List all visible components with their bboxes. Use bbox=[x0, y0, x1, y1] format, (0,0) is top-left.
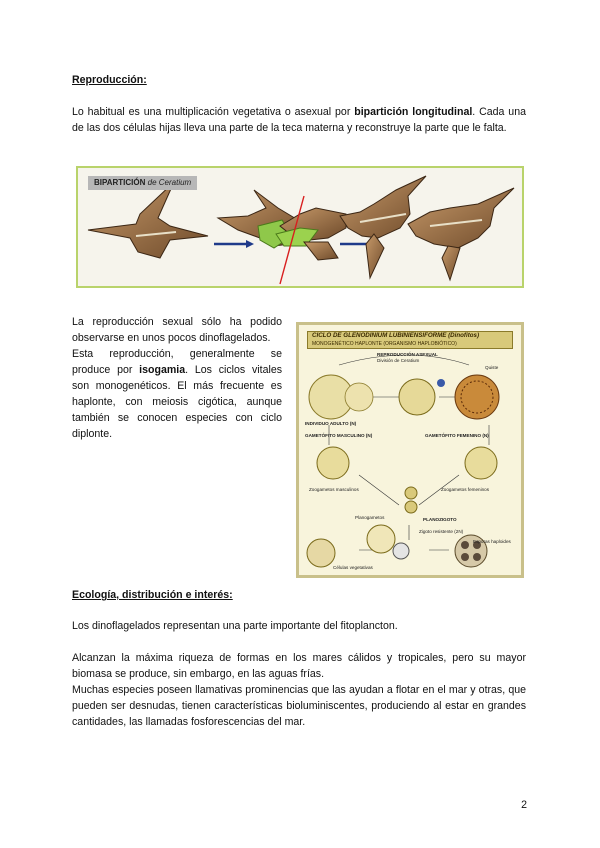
label-division: División de Ceratium bbox=[377, 358, 420, 363]
label-masculino: GAMETÓFITO MASCULINO (N) bbox=[305, 433, 373, 438]
spore bbox=[461, 541, 469, 549]
label-zoogametos-masculinos: Zoogametos masculinos bbox=[309, 487, 359, 492]
text-span: . Cada una de las dos células hijas lleva una parte de la teca materna y reconstruye la parte que le falta. bbox=[72, 106, 526, 134]
label-femenino: GAMETÓFITO FEMENINO (N) bbox=[425, 433, 489, 438]
blue-spore bbox=[437, 379, 445, 387]
arrow-head-icon bbox=[246, 240, 254, 248]
label-asexual: REPRODUCCIÓN ASEXUAL bbox=[377, 352, 438, 357]
female-gametophyte bbox=[465, 447, 497, 479]
label-celulas-vegetativas: Células vegetativas bbox=[333, 565, 373, 570]
paragraph-bioluminiscencia: Muchas especies poseen llamativas prominencias que las ayudan a flotar en el mar y otras, que pueden ser desnudas, tienen características bioluminiscentes, produciendo al estar en grandes cantidades, las llamadas fosforescencias del mar. bbox=[72, 684, 526, 728]
dividing-cell bbox=[399, 379, 435, 415]
figure-subtitle-text: MONOGENÉTICO HAPLONTE (ORGANISMO HAPLOBIÓTICO) bbox=[312, 341, 457, 347]
section-heading-ecologia: Ecología, distribución e interés: bbox=[72, 589, 233, 601]
label-adulto: INDIVIDUO ADULTO (N) bbox=[305, 421, 357, 426]
spore bbox=[461, 553, 469, 561]
paragraph-fitoplancton: Los dinoflagelados representan una parte importante del fitoplancton. bbox=[72, 620, 398, 632]
figure-title-text: CICLO DE GLENODINIUM LUBINIENSIFORME (Dinofitos) bbox=[312, 332, 480, 339]
bold-term-biparticion: bipartición longitudinal bbox=[354, 106, 473, 118]
text-span: Lo habitual es una multiplicación vegetativa o asexual por bbox=[72, 106, 355, 118]
paragraph-reproduccion-sexual bbox=[72, 314, 282, 442]
bold-term-isogamia: isogamia bbox=[139, 364, 186, 376]
label-quiste: Quiste bbox=[485, 365, 499, 370]
spore bbox=[473, 553, 481, 561]
paragraph-biparticion bbox=[72, 104, 526, 136]
paragraph-riqueza: Alcanzan la máxima riqueza de formas en los mares cálidos y tropicales, pero su mayor biomasa se produce, sin embargo, en las aguas frías. bbox=[72, 652, 526, 680]
section-heading-reproduccion: Reproducción: bbox=[72, 74, 147, 86]
ceratium-cell-5 bbox=[408, 188, 514, 280]
planogamete bbox=[405, 487, 417, 499]
label-zoogametos-femeninos: Zoogametos femeninos bbox=[441, 487, 490, 492]
meiosis-cell bbox=[393, 543, 409, 559]
adult-cell-small bbox=[345, 383, 373, 411]
label-planozigoto: PLANOZIGOTO bbox=[423, 517, 457, 522]
vegetative-cell bbox=[307, 539, 335, 567]
text-span: Esta reproducción, generalmente se produce por bbox=[72, 348, 282, 376]
label-cigoto: Zigoto resistente (2N) bbox=[419, 529, 464, 534]
label-esporas: Esporas haploides bbox=[473, 539, 511, 544]
text-span: La reproducción sexual sólo ha podido observarse en unos pocos dinoflagelados. bbox=[72, 316, 282, 344]
label-planogametos: Planogametos bbox=[355, 515, 385, 520]
text-span: . Los ciclos vitales son monogenéticos. El más frecuente es haplonte, con meiosis cigótica, aunque también se conocen especies con ciclo diplonte. bbox=[72, 364, 283, 440]
label-rest: de Ceratium bbox=[145, 178, 192, 187]
figure-biparticion-ceratium bbox=[76, 166, 524, 288]
figure-label bbox=[88, 176, 197, 190]
ceratium-cell-1 bbox=[88, 182, 208, 258]
figure-ciclo-glenodinium bbox=[296, 322, 524, 578]
zygote bbox=[367, 525, 395, 553]
label-bold: BIPARTICIÓN bbox=[94, 178, 146, 187]
planogamete bbox=[405, 501, 417, 513]
cyst-cell bbox=[455, 375, 499, 419]
page-number: 2 bbox=[521, 799, 527, 811]
male-gametophyte bbox=[317, 447, 349, 479]
